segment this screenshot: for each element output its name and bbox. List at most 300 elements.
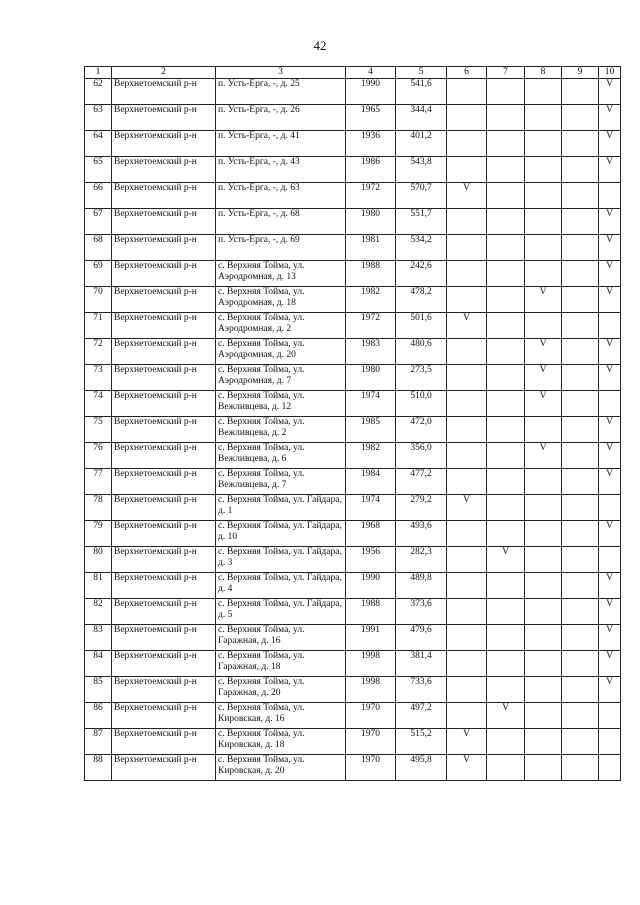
- table-row: [85, 235, 621, 261]
- mark-cell-col7: [487, 365, 525, 391]
- column-header: 6: [447, 67, 487, 79]
- mark-cell-col8: [525, 131, 562, 157]
- mark-cell-col8: V: [525, 339, 562, 365]
- address-cell: с. Верхняя Тойма, ул. Гайдара, д. 10: [216, 521, 346, 547]
- mark-cell-col6: [447, 443, 487, 469]
- address-cell: с. Верхняя Тойма, ул. Кировская, д. 18: [216, 729, 346, 755]
- mark-cell-col7: [487, 443, 525, 469]
- district-cell: Верхнетоемский р-н: [112, 703, 216, 729]
- year-built-cell: 1972: [346, 313, 396, 339]
- mark-cell-col10: V: [599, 443, 621, 469]
- mark-cell-col8: V: [525, 287, 562, 313]
- table-row: [85, 131, 621, 157]
- district-cell: Верхнетоемский р-н: [112, 521, 216, 547]
- mark-cell-col8: [525, 79, 562, 105]
- district-cell: Верхнетоемский р-н: [112, 365, 216, 391]
- row-number-cell: 66: [85, 183, 112, 209]
- address-cell: с. Верхняя Тойма, ул. Аэродромная, д. 18: [216, 287, 346, 313]
- mark-cell-col10: [599, 703, 621, 729]
- mark-cell-col9: [562, 495, 599, 521]
- mark-cell-col9: [562, 729, 599, 755]
- area-cell: 551,7: [396, 209, 447, 235]
- mark-cell-col7: [487, 235, 525, 261]
- address-cell: с. Верхняя Тойма, ул. Гаражная, д. 16: [216, 625, 346, 651]
- mark-cell-col6: [447, 703, 487, 729]
- row-number-cell: 78: [85, 495, 112, 521]
- table-row: [85, 183, 621, 209]
- column-header: 7: [487, 67, 525, 79]
- area-cell: 534,2: [396, 235, 447, 261]
- district-cell: Верхнетоемский р-н: [112, 495, 216, 521]
- column-header: 3: [216, 67, 346, 79]
- page-number: 42: [313, 38, 327, 53]
- mark-cell-col9: [562, 391, 599, 417]
- mark-cell-col8: [525, 677, 562, 703]
- mark-cell-col7: [487, 495, 525, 521]
- mark-cell-col10: V: [599, 417, 621, 443]
- area-cell: 477,2: [396, 469, 447, 495]
- year-built-cell: 1970: [346, 703, 396, 729]
- mark-cell-col9: [562, 261, 599, 287]
- mark-cell-col6: [447, 365, 487, 391]
- address-cell: п. Усть-Ерга, -, д. 25: [216, 79, 346, 105]
- year-built-cell: 1970: [346, 755, 396, 781]
- mark-cell-col6: [447, 209, 487, 235]
- year-built-cell: 1991: [346, 625, 396, 651]
- mark-cell-col8: [525, 703, 562, 729]
- district-cell: Верхнетоемский р-н: [112, 209, 216, 235]
- area-cell: 478,2: [396, 287, 447, 313]
- area-cell: 510,0: [396, 391, 447, 417]
- mark-cell-col6: [447, 339, 487, 365]
- district-cell: Верхнетоемский р-н: [112, 105, 216, 131]
- year-built-cell: 1988: [346, 261, 396, 287]
- mark-cell-col8: [525, 261, 562, 287]
- table-row: [85, 287, 621, 313]
- area-cell: 282,3: [396, 547, 447, 573]
- mark-cell-col10: V: [599, 677, 621, 703]
- area-cell: 495,8: [396, 755, 447, 781]
- mark-cell-col8: V: [525, 443, 562, 469]
- address-cell: с. Верхняя Тойма, ул. Гайдара, д. 5: [216, 599, 346, 625]
- mark-cell-col10: V: [599, 339, 621, 365]
- address-cell: с. Верхняя Тойма, ул. Гаражная, д. 18: [216, 651, 346, 677]
- row-number-cell: 82: [85, 599, 112, 625]
- mark-cell-col8: [525, 209, 562, 235]
- district-cell: Верхнетоемский р-н: [112, 573, 216, 599]
- table-row: [85, 365, 621, 391]
- mark-cell-col8: [525, 625, 562, 651]
- mark-cell-col10: V: [599, 287, 621, 313]
- mark-cell-col10: V: [599, 573, 621, 599]
- year-built-cell: 1984: [346, 469, 396, 495]
- mark-cell-col10: [599, 391, 621, 417]
- mark-cell-col10: V: [599, 599, 621, 625]
- row-number-cell: 71: [85, 313, 112, 339]
- mark-cell-col7: [487, 521, 525, 547]
- mark-cell-col7: [487, 755, 525, 781]
- row-number-cell: 64: [85, 131, 112, 157]
- year-built-cell: 1986: [346, 157, 396, 183]
- table-row: [85, 443, 621, 469]
- mark-cell-col9: [562, 365, 599, 391]
- row-number-cell: 84: [85, 651, 112, 677]
- mark-cell-col10: V: [599, 209, 621, 235]
- year-built-cell: 1982: [346, 287, 396, 313]
- area-cell: 373,6: [396, 599, 447, 625]
- table-row: [85, 495, 621, 521]
- mark-cell-col7: [487, 651, 525, 677]
- mark-cell-col9: [562, 79, 599, 105]
- mark-cell-col10: V: [599, 365, 621, 391]
- mark-cell-col8: [525, 417, 562, 443]
- mark-cell-col9: [562, 443, 599, 469]
- district-cell: Верхнетоемский р-н: [112, 651, 216, 677]
- mark-cell-col10: V: [599, 469, 621, 495]
- area-cell: 273,5: [396, 365, 447, 391]
- mark-cell-col6: [447, 287, 487, 313]
- mark-cell-col6: [447, 651, 487, 677]
- address-cell: с. Верхняя Тойма, ул. Вежливцева, д. 2: [216, 417, 346, 443]
- mark-cell-col6: [447, 547, 487, 573]
- address-cell: с. Верхняя Тойма, ул. Аэродромная, д. 2: [216, 313, 346, 339]
- mark-cell-col7: [487, 339, 525, 365]
- row-number-cell: 80: [85, 547, 112, 573]
- column-header: 9: [562, 67, 599, 79]
- row-number-cell: 87: [85, 729, 112, 755]
- address-cell: с. Верхняя Тойма, ул. Аэродромная, д. 20: [216, 339, 346, 365]
- row-number-cell: 88: [85, 755, 112, 781]
- mark-cell-col10: [599, 755, 621, 781]
- mark-cell-col9: [562, 677, 599, 703]
- row-number-cell: 86: [85, 703, 112, 729]
- row-number-cell: 76: [85, 443, 112, 469]
- row-number-cell: 62: [85, 79, 112, 105]
- address-cell: с. Верхняя Тойма, ул. Аэродромная, д. 13: [216, 261, 346, 287]
- mark-cell-col8: [525, 105, 562, 131]
- year-built-cell: 1983: [346, 339, 396, 365]
- address-cell: с. Верхняя Тойма, ул. Вежливцева, д. 7: [216, 469, 346, 495]
- mark-cell-col9: [562, 521, 599, 547]
- year-built-cell: 1988: [346, 599, 396, 625]
- mark-cell-col6: [447, 677, 487, 703]
- mark-cell-col9: [562, 599, 599, 625]
- year-built-cell: 1974: [346, 495, 396, 521]
- area-cell: 501,6: [396, 313, 447, 339]
- mark-cell-col7: [487, 157, 525, 183]
- district-cell: Верхнетоемский р-н: [112, 183, 216, 209]
- table-row: [85, 625, 621, 651]
- district-cell: Верхнетоемский р-н: [112, 443, 216, 469]
- area-cell: 381,4: [396, 651, 447, 677]
- mark-cell-col7: [487, 417, 525, 443]
- mark-cell-col6: [447, 157, 487, 183]
- area-cell: 479,6: [396, 625, 447, 651]
- year-built-cell: 1998: [346, 677, 396, 703]
- mark-cell-col9: [562, 547, 599, 573]
- area-cell: 401,2: [396, 131, 447, 157]
- mark-cell-col6: [447, 599, 487, 625]
- mark-cell-col10: V: [599, 521, 621, 547]
- row-number-cell: 67: [85, 209, 112, 235]
- table-row: [85, 729, 621, 755]
- table-row: [85, 573, 621, 599]
- mark-cell-col9: [562, 287, 599, 313]
- mark-cell-col10: [599, 547, 621, 573]
- mark-cell-col6: [447, 391, 487, 417]
- mark-cell-col10: V: [599, 79, 621, 105]
- mark-cell-col9: [562, 755, 599, 781]
- mark-cell-col6: [447, 235, 487, 261]
- mark-cell-col10: V: [599, 131, 621, 157]
- mark-cell-col8: [525, 157, 562, 183]
- area-cell: 242,6: [396, 261, 447, 287]
- mark-cell-col9: [562, 131, 599, 157]
- row-number-cell: 63: [85, 105, 112, 131]
- mark-cell-col7: [487, 573, 525, 599]
- mark-cell-col8: [525, 313, 562, 339]
- row-number-cell: 72: [85, 339, 112, 365]
- year-built-cell: 1936: [346, 131, 396, 157]
- row-number-cell: 70: [85, 287, 112, 313]
- mark-cell-col10: [599, 729, 621, 755]
- mark-cell-col8: [525, 495, 562, 521]
- area-cell: 497,2: [396, 703, 447, 729]
- district-cell: Верхнетоемский р-н: [112, 391, 216, 417]
- mark-cell-col6: V: [447, 183, 487, 209]
- mark-cell-col7: [487, 677, 525, 703]
- row-number-cell: 85: [85, 677, 112, 703]
- address-cell: с. Верхняя Тойма, ул. Гаражная, д. 20: [216, 677, 346, 703]
- mark-cell-col10: [599, 183, 621, 209]
- mark-cell-col10: V: [599, 261, 621, 287]
- district-cell: Верхнетоемский р-н: [112, 755, 216, 781]
- address-cell: п. Усть-Ерга, -, д. 41: [216, 131, 346, 157]
- district-cell: Верхнетоемский р-н: [112, 313, 216, 339]
- address-cell: с. Верхняя Тойма, ул. Кировская, д. 16: [216, 703, 346, 729]
- area-cell: 472,0: [396, 417, 447, 443]
- table-row: [85, 521, 621, 547]
- district-cell: Верхнетоемский р-н: [112, 131, 216, 157]
- mark-cell-col6: V: [447, 755, 487, 781]
- mark-cell-col8: [525, 573, 562, 599]
- table-row: [85, 547, 621, 573]
- area-cell: 515,2: [396, 729, 447, 755]
- district-cell: Верхнетоемский р-н: [112, 235, 216, 261]
- table-body: [85, 79, 621, 781]
- address-cell: с. Верхняя Тойма, ул. Аэродромная, д. 7: [216, 365, 346, 391]
- mark-cell-col7: [487, 183, 525, 209]
- mark-cell-col8: [525, 469, 562, 495]
- area-cell: 733,6: [396, 677, 447, 703]
- table-row: [85, 417, 621, 443]
- mark-cell-col9: [562, 625, 599, 651]
- district-cell: Верхнетоемский р-н: [112, 157, 216, 183]
- year-built-cell: 1980: [346, 209, 396, 235]
- year-built-cell: 1982: [346, 443, 396, 469]
- row-number-cell: 79: [85, 521, 112, 547]
- table-row: [85, 391, 621, 417]
- district-cell: Верхнетоемский р-н: [112, 287, 216, 313]
- address-cell: п. Усть-Ерга, -, д. 26: [216, 105, 346, 131]
- mark-cell-col6: [447, 469, 487, 495]
- mark-cell-col7: [487, 209, 525, 235]
- year-built-cell: 1990: [346, 79, 396, 105]
- mark-cell-col7: [487, 105, 525, 131]
- mark-cell-col6: [447, 573, 487, 599]
- mark-cell-col10: V: [599, 651, 621, 677]
- column-header: 4: [346, 67, 396, 79]
- year-built-cell: 1980: [346, 365, 396, 391]
- year-built-cell: 1972: [346, 183, 396, 209]
- area-cell: 570,7: [396, 183, 447, 209]
- area-cell: 541,6: [396, 79, 447, 105]
- district-cell: Верхнетоемский р-н: [112, 677, 216, 703]
- mark-cell-col7: V: [487, 703, 525, 729]
- address-cell: п. Усть-Ерга, -, д. 68: [216, 209, 346, 235]
- row-number-cell: 69: [85, 261, 112, 287]
- mark-cell-col8: [525, 729, 562, 755]
- mark-cell-col9: [562, 105, 599, 131]
- district-cell: Верхнетоемский р-н: [112, 469, 216, 495]
- row-number-cell: 81: [85, 573, 112, 599]
- address-cell: с. Верхняя Тойма, ул. Гайдара, д. 4: [216, 573, 346, 599]
- row-number-cell: 68: [85, 235, 112, 261]
- mark-cell-col6: [447, 79, 487, 105]
- mark-cell-col7: [487, 79, 525, 105]
- housing-registry-table: [84, 66, 621, 781]
- mark-cell-col7: [487, 131, 525, 157]
- mark-cell-col8: [525, 755, 562, 781]
- mark-cell-col10: V: [599, 625, 621, 651]
- table-row: [85, 755, 621, 781]
- table-row: [85, 677, 621, 703]
- row-number-cell: 77: [85, 469, 112, 495]
- address-cell: с. Верхняя Тойма, ул. Гайдара, д. 1: [216, 495, 346, 521]
- address-cell: с. Верхняя Тойма, ул. Кировская, д. 20: [216, 755, 346, 781]
- mark-cell-col6: [447, 417, 487, 443]
- year-built-cell: 1990: [346, 573, 396, 599]
- area-cell: 480,6: [396, 339, 447, 365]
- mark-cell-col9: [562, 313, 599, 339]
- column-header: 5: [396, 67, 447, 79]
- mark-cell-col6: V: [447, 495, 487, 521]
- column-header: 2: [112, 67, 216, 79]
- year-built-cell: 1956: [346, 547, 396, 573]
- header-row: [85, 67, 621, 79]
- mark-cell-col9: [562, 573, 599, 599]
- year-built-cell: 1968: [346, 521, 396, 547]
- district-cell: Верхнетоемский р-н: [112, 625, 216, 651]
- column-header: 10: [599, 67, 621, 79]
- mark-cell-col8: [525, 547, 562, 573]
- mark-cell-col8: V: [525, 391, 562, 417]
- table-row: [85, 703, 621, 729]
- mark-cell-col6: [447, 131, 487, 157]
- year-built-cell: 1985: [346, 417, 396, 443]
- mark-cell-col7: [487, 729, 525, 755]
- row-number-cell: 65: [85, 157, 112, 183]
- mark-cell-col8: [525, 183, 562, 209]
- column-header: 1: [85, 67, 112, 79]
- table-row: [85, 209, 621, 235]
- mark-cell-col7: [487, 391, 525, 417]
- year-built-cell: 1998: [346, 651, 396, 677]
- area-cell: 543,8: [396, 157, 447, 183]
- mark-cell-col10: V: [599, 235, 621, 261]
- table-row: [85, 105, 621, 131]
- mark-cell-col10: V: [599, 105, 621, 131]
- district-cell: Верхнетоемский р-н: [112, 547, 216, 573]
- mark-cell-col7: V: [487, 547, 525, 573]
- mark-cell-col6: [447, 105, 487, 131]
- district-cell: Верхнетоемский р-н: [112, 339, 216, 365]
- year-built-cell: 1981: [346, 235, 396, 261]
- mark-cell-col9: [562, 235, 599, 261]
- mark-cell-col9: [562, 417, 599, 443]
- address-cell: с. Верхняя Тойма, ул. Гайдара, д. 3: [216, 547, 346, 573]
- mark-cell-col8: [525, 235, 562, 261]
- mark-cell-col10: [599, 495, 621, 521]
- mark-cell-col8: [525, 651, 562, 677]
- table-row: [85, 79, 621, 105]
- area-cell: 279,2: [396, 495, 447, 521]
- table-row: [85, 261, 621, 287]
- mark-cell-col6: [447, 625, 487, 651]
- district-cell: Верхнетоемский р-н: [112, 729, 216, 755]
- address-cell: с. Верхняя Тойма, ул. Вежливцева, д. 6: [216, 443, 346, 469]
- mark-cell-col7: [487, 313, 525, 339]
- year-built-cell: 1974: [346, 391, 396, 417]
- address-cell: п. Усть-Ерга, -, д. 43: [216, 157, 346, 183]
- address-cell: п. Усть-Ерга, -, д. 63: [216, 183, 346, 209]
- area-cell: 489,8: [396, 573, 447, 599]
- mark-cell-col7: [487, 599, 525, 625]
- table-row: [85, 469, 621, 495]
- column-header: 8: [525, 67, 562, 79]
- mark-cell-col10: V: [599, 157, 621, 183]
- mark-cell-col7: [487, 287, 525, 313]
- area-cell: 356,0: [396, 443, 447, 469]
- address-cell: п. Усть-Ерга, -, д. 69: [216, 235, 346, 261]
- mark-cell-col8: [525, 599, 562, 625]
- mark-cell-col8: V: [525, 365, 562, 391]
- district-cell: Верхнетоемский р-н: [112, 79, 216, 105]
- row-number-cell: 75: [85, 417, 112, 443]
- mark-cell-col7: [487, 469, 525, 495]
- mark-cell-col7: [487, 261, 525, 287]
- mark-cell-col8: [525, 521, 562, 547]
- mark-cell-col9: [562, 183, 599, 209]
- district-cell: Верхнетоемский р-н: [112, 417, 216, 443]
- address-cell: с. Верхняя Тойма, ул. Вежливцева, д. 12: [216, 391, 346, 417]
- area-cell: 344,4: [396, 105, 447, 131]
- mark-cell-col10: [599, 313, 621, 339]
- mark-cell-col9: [562, 157, 599, 183]
- mark-cell-col6: V: [447, 313, 487, 339]
- row-number-cell: 83: [85, 625, 112, 651]
- mark-cell-col6: [447, 261, 487, 287]
- table-row: [85, 157, 621, 183]
- year-built-cell: 1965: [346, 105, 396, 131]
- row-number-cell: 73: [85, 365, 112, 391]
- district-cell: Верхнетоемский р-н: [112, 599, 216, 625]
- mark-cell-col9: [562, 209, 599, 235]
- mark-cell-col9: [562, 703, 599, 729]
- mark-cell-col6: [447, 521, 487, 547]
- table-row: [85, 599, 621, 625]
- mark-cell-col6: V: [447, 729, 487, 755]
